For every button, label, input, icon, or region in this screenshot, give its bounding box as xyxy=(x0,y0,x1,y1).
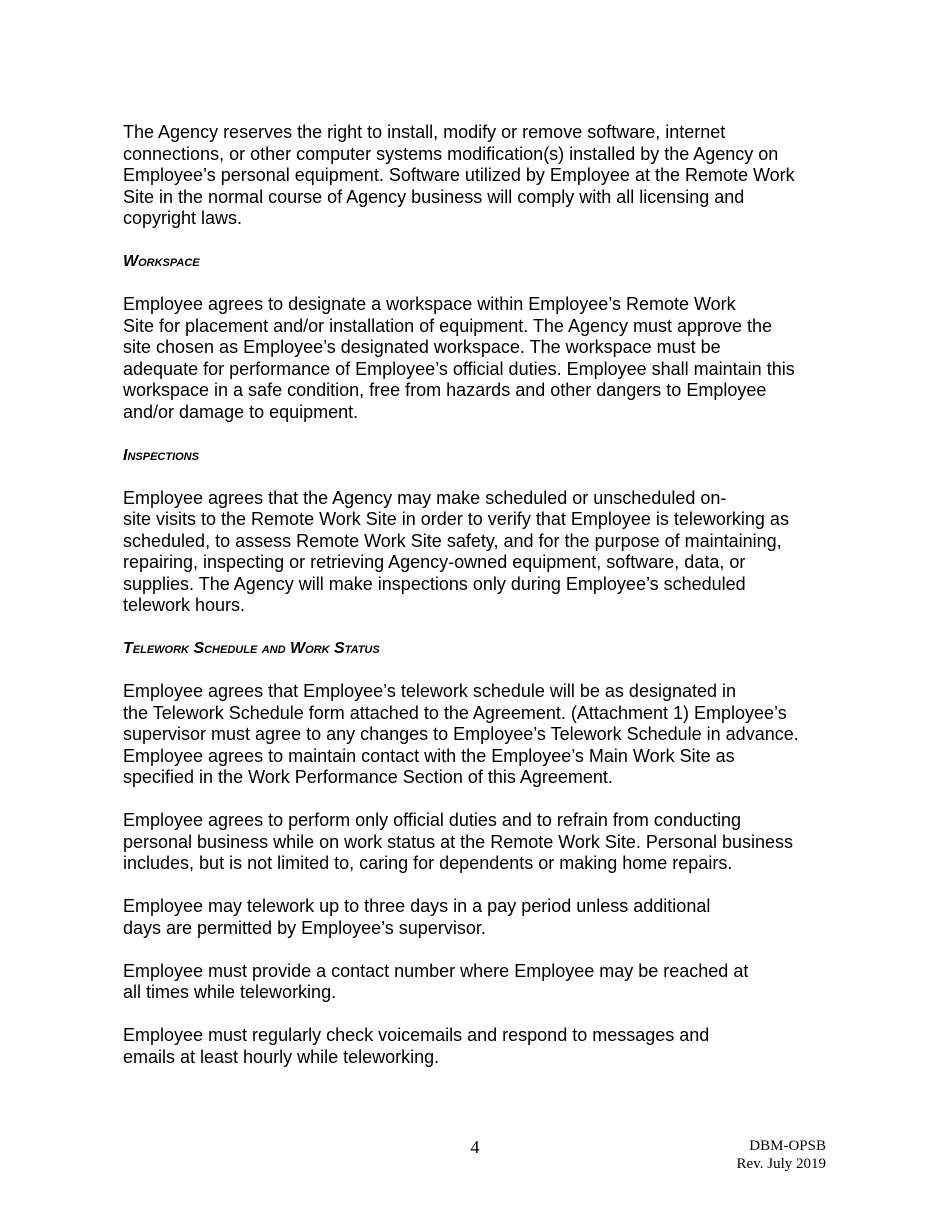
paragraph-official-duties: Employee agrees to perform only official duties and to refrain from conducting personal business while on work status at the Remote Work Site. Personal business includes, but is not limited to, caring for dependents or making home repairs. xyxy=(123,810,793,873)
heading-telework-schedule: Telework Schedule and Work Status xyxy=(123,640,380,657)
document-body xyxy=(123,122,835,1090)
footer-doc-id: DBM-OPSB xyxy=(749,1138,826,1154)
paragraph-telework-schedule: Employee agrees that Employee’s telework schedule will be as designated in the Telework Schedule form attached to the Agreement. (Attachment 1) Employee’s supervisor must agree to any changes to Employee’s Telework Schedule in advance. Employee agrees to maintain contact with the Employee’s Main Work Site as specified in the Work Performance Section of this Agreement. xyxy=(123,681,799,787)
footer-revision: Rev. July 2019 xyxy=(736,1156,826,1172)
footer-doc-info xyxy=(737,1137,826,1173)
paragraph-workspace: Employee agrees to designate a workspace within Employee’s Remote Work Site for placement and/or installation of equipment. The Agency must approve the site chosen as Employee’s designated workspace. The workspace must be adequate for performance of Employee’s official duties. Employee shall maintain this workspace in a safe condition, free from hazards and other dangers to Employee and/or damage to equipment. xyxy=(123,294,795,422)
heading-workspace: Workspace xyxy=(123,253,200,270)
paragraph-voicemails: Employee must regularly check voicemails and respond to messages and emails at least hourly while teleworking. xyxy=(123,1025,710,1067)
paragraph-software: The Agency reserves the right to install, modify or remove software, internet connections, or other computer systems modification(s) installed by the Agency on Employee’s personal equipment. Software utilized by Employee at the Remote Work Site in the normal course of Agency business will comply with all licensing and copyright laws. xyxy=(123,122,795,228)
paragraph-telework-days: Employee may telework up to three days in a pay period unless additional days are permitted by Employee’s supervisor. xyxy=(123,896,711,938)
paragraph-inspections: Employee agrees that the Agency may make scheduled or unscheduled on- site visits to the Remote Work Site in order to verify that Employee is teleworking as scheduled, to assess Remote Work Site safety, and for the purpose of maintaining, repairing, inspecting or retrieving Agency-owned equipment, software, data, or supplies. The Agency will make inspections only during Employee’s scheduled telework hours. xyxy=(123,487,789,615)
heading-inspections: Inspections xyxy=(123,446,199,464)
page-number: 4 xyxy=(470,1137,480,1157)
paragraph-contact-number: Employee must provide a contact number where Employee may be reached at all times while teleworking. xyxy=(123,960,749,1002)
